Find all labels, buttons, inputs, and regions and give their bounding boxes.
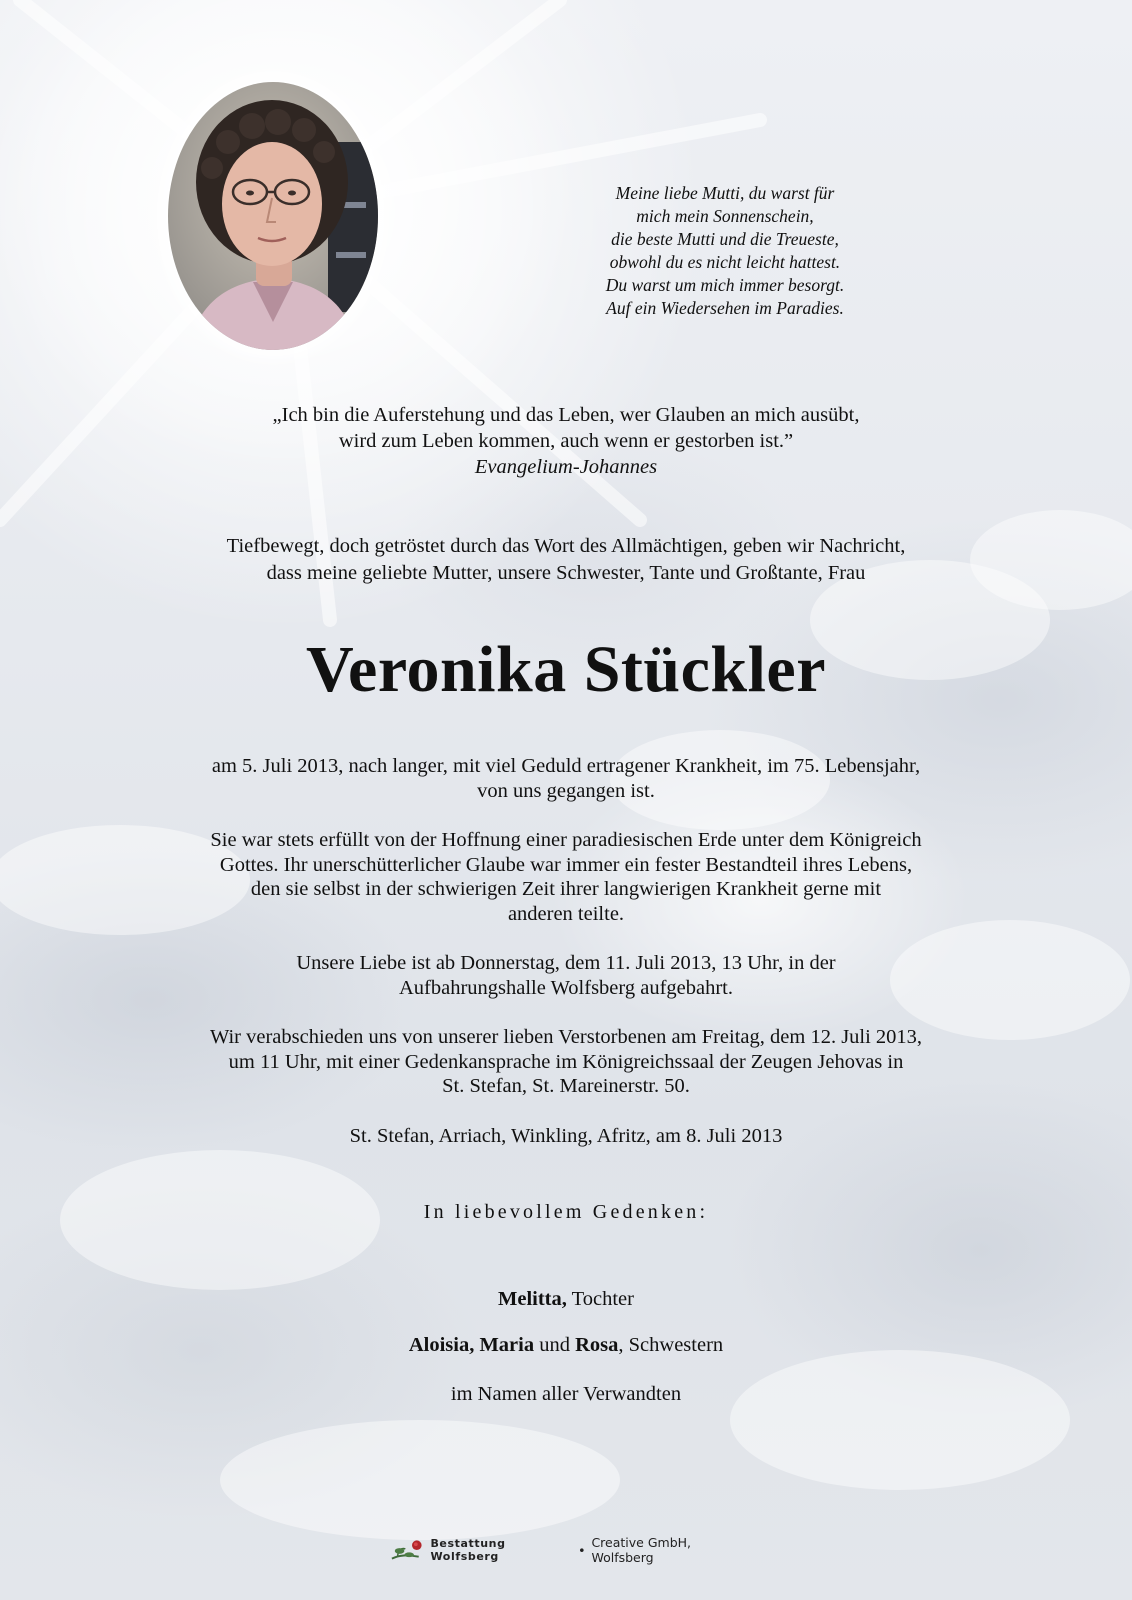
- intro-line: Tiefbewegt, doch getröstet durch das Wort des Allmächtigen, geben wir Nachricht,: [226, 535, 906, 557]
- paragraph-line: Unsere Liebe ist ab Donnerstag, dem 11. Juli 2013, 13 Uhr, in der: [296, 952, 836, 974]
- deceased-name: Veronika Stückler: [305, 633, 827, 706]
- paragraph-line: von uns gegangen ist.: [477, 779, 655, 802]
- paragraph-line: um 11 Uhr, mit einer Gedenkansprache im Königreichssaal der Zeugen Jehovas in: [228, 1050, 904, 1073]
- mourner-relatives: im Namen aller Verwandten: [450, 1383, 682, 1405]
- motto-line: Meine liebe Mutti, du warst für: [615, 183, 835, 203]
- paragraph-line: Aufbahrungshalle Wolfsberg aufgebahrt.: [398, 976, 734, 999]
- death-paragraph: [150, 754, 982, 803]
- footer-company: Creative GmbH, Wolfsberg: [591, 1535, 692, 1565]
- farewell-paragraph: [150, 1025, 982, 1099]
- announcement-intro: [150, 533, 982, 587]
- faith-paragraph: [150, 828, 982, 926]
- funeral-home-footer: [390, 1536, 750, 1564]
- bible-quote: [180, 402, 952, 480]
- paragraph-line: Wir verabschieden uns von unserer lieben Verstorbenen am Freitag, dem 12. Juli 2013,: [209, 1026, 923, 1048]
- sisters-relation: , Schwestern: [618, 1334, 724, 1356]
- footer-brand: Bestattung Wolfsberg: [430, 1537, 506, 1563]
- rose-logo-icon: [390, 1537, 424, 1563]
- sister-name: Maria: [479, 1334, 535, 1356]
- footer-separator: •: [578, 1542, 586, 1558]
- gedenken-heading: In liebevollem Gedenken:: [423, 1201, 709, 1223]
- motto-line: obwohl du es nicht leicht hattest.: [609, 252, 841, 272]
- motto-line: die beste Mutti und die Treueste,: [611, 229, 839, 249]
- daughter-name: Melitta,: [498, 1288, 567, 1310]
- daughter-relation: Tochter: [571, 1288, 634, 1310]
- portrait-photo: [168, 82, 378, 350]
- motto-line: mich mein Sonnenschein,: [636, 206, 814, 226]
- paragraph-line: am 5. Juli 2013, nach langer, mit viel Geduld ertragener Krankheit, im 75. Lebensjahr,: [211, 755, 921, 777]
- sister-name: Rosa: [575, 1334, 619, 1356]
- intro-line: dass meine geliebte Mutter, unsere Schwester, Tante und Großtante, Frau: [266, 562, 866, 584]
- mourner-sisters: [150, 1332, 982, 1358]
- paragraph-line: den sie selbst in der schwierigen Zeit ihrer langwierigen Krankheit gerne mit: [250, 878, 882, 900]
- sister-name: Aloisia,: [408, 1334, 475, 1356]
- paragraph-line: anderen teilte.: [507, 902, 625, 925]
- motto-line: Auf ein Wiedersehen im Paradies.: [606, 298, 844, 318]
- paragraph-line: Gottes. Ihr unerschütterlicher Glaube war immer ein fester Bestandteil ihres Lebens,: [219, 853, 913, 876]
- paragraph-line: Sie war stets erfüllt von der Hoffnung einer paradiesischen Erde unter dem Königreich: [210, 829, 922, 851]
- viewing-paragraph: [150, 951, 982, 1000]
- motto-line: Du warst um mich immer besorgt.: [605, 275, 845, 295]
- mourner-daughter: [150, 1286, 982, 1312]
- personal-motto: [560, 182, 890, 320]
- quote-line: „Ich bin die Auferstehung und das Leben, wer Glauben an mich ausübt,: [272, 404, 860, 426]
- place-date: St. Stefan, Arriach, Winkling, Afritz, am 8. Juli 2013: [349, 1125, 783, 1147]
- paragraph-line: St. Stefan, St. Mareinerstr. 50.: [442, 1075, 690, 1097]
- quote-source: Evangelium-Johannes: [474, 456, 658, 478]
- quote-line: wird zum Leben kommen, auch wenn er gestorben ist.”: [338, 430, 794, 452]
- conjunction: und: [539, 1334, 570, 1356]
